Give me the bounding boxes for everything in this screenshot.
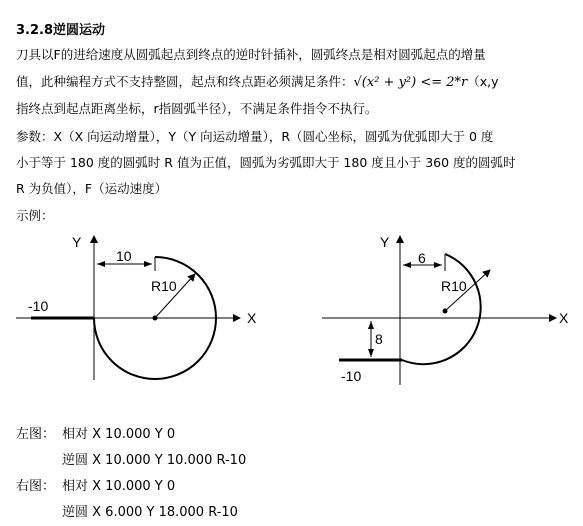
- right-dim-arrow-left: [403, 262, 411, 268]
- right-side-dim-arrow-bottom: [368, 349, 374, 357]
- left-dim-label: 10: [116, 248, 132, 264]
- description-line-2-prefix: 值，此种编程方式不支持整圆，起点和终点距必须满足条件：: [16, 74, 354, 89]
- right-dim-arrow-right: [434, 262, 442, 268]
- left-x-label: X: [247, 310, 257, 326]
- right-arc: [402, 254, 481, 364]
- right-y-label: Y: [380, 234, 390, 250]
- code-right-label: 右图：: [16, 479, 56, 494]
- example-label: 示例：: [16, 208, 54, 223]
- description-line-1: 刀具以F的进给速度从圆弧起点到终点的逆时针插补，圆弧终点是相对圆弧起点的增量: [16, 47, 486, 62]
- right-dim-label: 6: [418, 250, 426, 266]
- description-line-2-suffix: （x,y: [467, 74, 499, 89]
- params-line-2: 小于等于 180 度的圆弧时 R 值为正值，圆弧为劣弧即大于 180 度且小于 360 度的圆弧时: [16, 155, 516, 170]
- right-center-dot: [443, 309, 448, 314]
- left-radius-label: R10: [151, 278, 177, 294]
- left-center-dot: [153, 316, 158, 321]
- right-x-label: X: [559, 310, 569, 326]
- section-title: 3.2.8逆圆运动: [16, 23, 106, 38]
- code-right-line-1: 相对 X 10.000 Y 0: [62, 479, 176, 494]
- left-dim-arrow-left: [97, 261, 105, 267]
- left-diagram: [16, 234, 257, 380]
- code-left-line-2: 逆圆 X 10.000 Y 10.000 R-10: [62, 453, 247, 468]
- left-y-label: Y: [72, 234, 82, 250]
- code-right-line-2: 逆圆 X 6.000 Y 18.000 R-10: [62, 505, 238, 520]
- right-side-dim-arrow-top: [368, 321, 374, 329]
- right-start-label: -10: [341, 368, 362, 384]
- code-left-line-1: 相对 X 10.000 Y 0: [62, 427, 176, 442]
- condition-formula: √(x² + y²) <= 2*r: [353, 75, 468, 90]
- params-line-1: 参数：X（X 向运动增量），Y（Y 向运动增量），R（圆心坐标，圆弧为优弧即大于 0 度: [16, 129, 494, 144]
- left-dim-arrow-right: [144, 261, 152, 267]
- right-diagram: [322, 234, 569, 385]
- params-line-3: R 为负值），F（运动速度）: [16, 181, 168, 196]
- right-side-dim-label: 8: [375, 331, 383, 347]
- right-radius-label: R10: [441, 278, 467, 294]
- code-left-label: 左图：: [16, 427, 56, 442]
- left-start-label: -10: [28, 298, 49, 314]
- description-line-3: 指终点到起点距离坐标，r指圆弧半径），不满足条件指令不执行。: [16, 101, 378, 116]
